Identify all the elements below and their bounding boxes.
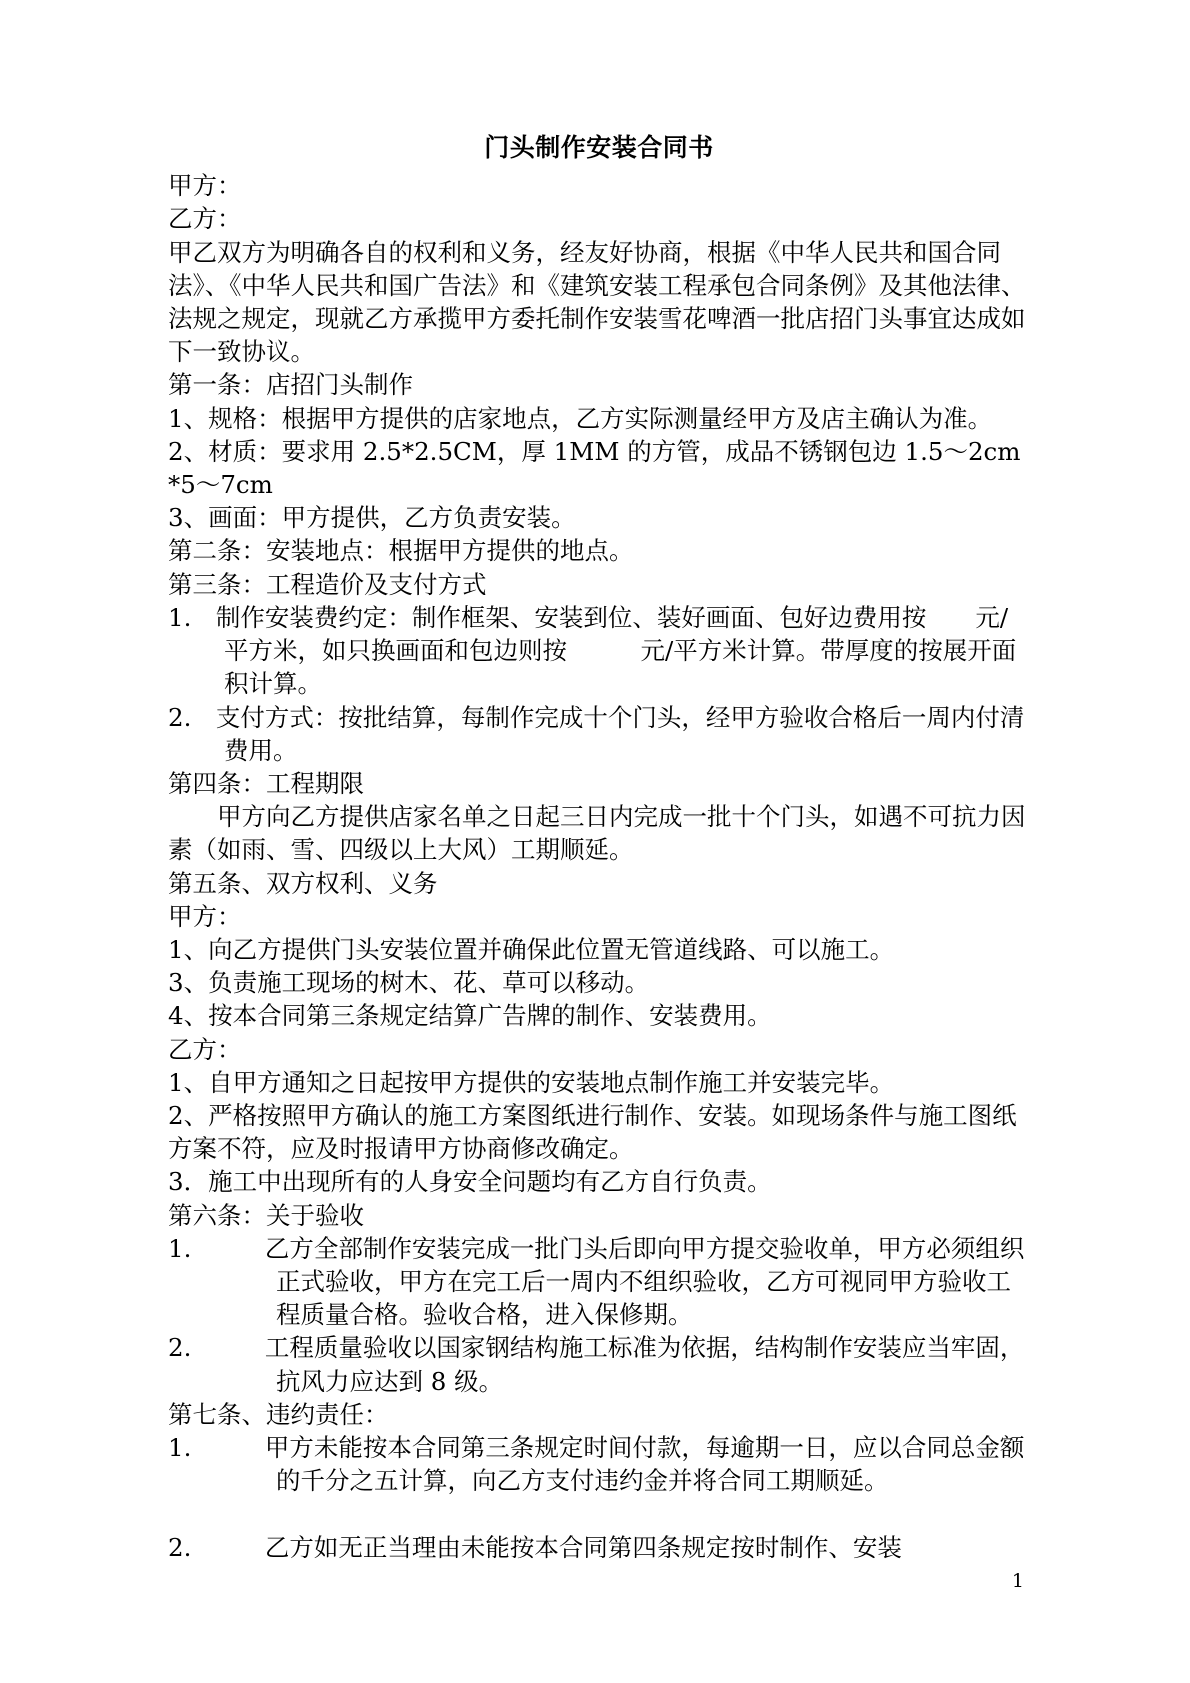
party-a-label: 甲方： bbox=[168, 171, 242, 201]
clause-5-party-a-label: 甲方： bbox=[168, 901, 242, 931]
clause-1-item-1: 1、规格：根据甲方提供的店家地点，乙方实际测量经甲方及店主确认为准。 bbox=[168, 403, 993, 433]
clause-6-item-2: 2. 工程质量验收以国家钢结构施工标准为依据，结构制作安装应当牢固，抗风力应达到 8 级。 bbox=[168, 1333, 1025, 1396]
clause-5-party-b-item-1: 1、自甲方通知之日起按甲方提供的安装地点制作施工并安装完毕。 bbox=[168, 1067, 895, 1097]
clause-heading-2: 第二条：安装地点：根据甲方提供的地点。 bbox=[168, 536, 634, 566]
clause-5-party-a-item-3: 3、负责施工现场的树木、花、草可以移动。 bbox=[168, 968, 650, 998]
clause-heading-6: 第六条：关于验收 bbox=[168, 1200, 364, 1230]
page-title: 门头制作安装合同书 bbox=[484, 133, 714, 162]
clause-7-item-2: 2. 乙方如无正当理由未能按本合同第四条规定按时制作、安装 bbox=[168, 1532, 902, 1562]
party-b-label: 乙方： bbox=[168, 204, 242, 234]
document-body bbox=[168, 132, 1030, 1564]
clause-5-party-b-item-2: 2、严格按照甲方确认的施工方案图纸进行制作、安装。如现场条件与施工图纸方案不符，应及时报请甲方协商修改确定。 bbox=[168, 1100, 1017, 1164]
clause-heading-1: 第一条：店招门头制作 bbox=[168, 370, 413, 400]
clause-1-item-3: 3、画面：甲方提供，乙方负责安装。 bbox=[168, 503, 576, 533]
clause-heading-7: 第七条、违约责任： bbox=[168, 1399, 389, 1429]
page-number: 1 bbox=[1011, 1570, 1024, 1592]
clause-heading-4: 第四条：工程期限 bbox=[168, 768, 364, 798]
clause-7-item-1: 1. 甲方未能按本合同第三条规定时间付款，每逾期一日，应以合同总金额的千分之五计算，向乙方支付违约金并将合同工期顺延。 bbox=[168, 1432, 1025, 1496]
preamble-paragraph: 甲乙双方为明确各自的权利和义务，经友好协商，根据《中华人民共和国合同法》、《中华人民共和国广告法》和《建筑安装工程承包合同条例》及其他法律、法规之规定，现就乙方承揽甲方委托制作安装雪花啤酒一批店招门头事宜达成如下一致协议。 bbox=[168, 237, 1026, 367]
clause-heading-5: 第五条、双方权利、义务 bbox=[168, 868, 438, 898]
clause-5-party-b-item-3: 3．施工中出现所有的人身安全问题均有乙方自行负责。 bbox=[168, 1167, 772, 1197]
clause-1-item-2: 2、材质：要求用 2.5*2.5CM，厚 1MM 的方管，成品不锈钢包边 1.5～2cm*5～7cm bbox=[168, 436, 1021, 500]
clause-5-party-b-label: 乙方： bbox=[168, 1034, 242, 1064]
clause-3-item-2: 2. 支付方式：按批结算，每制作完成十个门头，经甲方验收合格后一周内付清费用。 bbox=[168, 702, 1025, 765]
clause-6-item-1: 1. 乙方全部制作安装完成一批门头后即向甲方提交验收单，甲方必须组织正式验收，甲方在完工后一周内不组织验收，乙方可视同甲方验收工程质量合格。验收合格，进入保修期。 bbox=[168, 1233, 1025, 1330]
clause-5-party-a-item-4: 4、按本合同第三条规定结算广告牌的制作、安装费用。 bbox=[168, 1001, 772, 1031]
clause-5-party-a-item-1: 1、向乙方提供门头安装位置并确保此位置无管道线路、可以施工。 bbox=[168, 934, 895, 964]
paragraph-spacer bbox=[168, 1497, 1030, 1530]
clause-3-item-1: 1. 制作安装费约定：制作框架、安装到位、装好画面、包好边费用按 元/平方米，如只换画面和包边则按 元/平方米计算。带厚度的按展开面积计算。 bbox=[168, 602, 1017, 699]
clause-4-item-1: 甲方向乙方提供店家名单之日起三日内完成一批十个门头，如遇不可抗力因素（如雨、雪、四级以上大风）工期顺延。 bbox=[168, 802, 1026, 865]
clause-heading-3: 第三条：工程造价及支付方式 bbox=[168, 569, 487, 599]
